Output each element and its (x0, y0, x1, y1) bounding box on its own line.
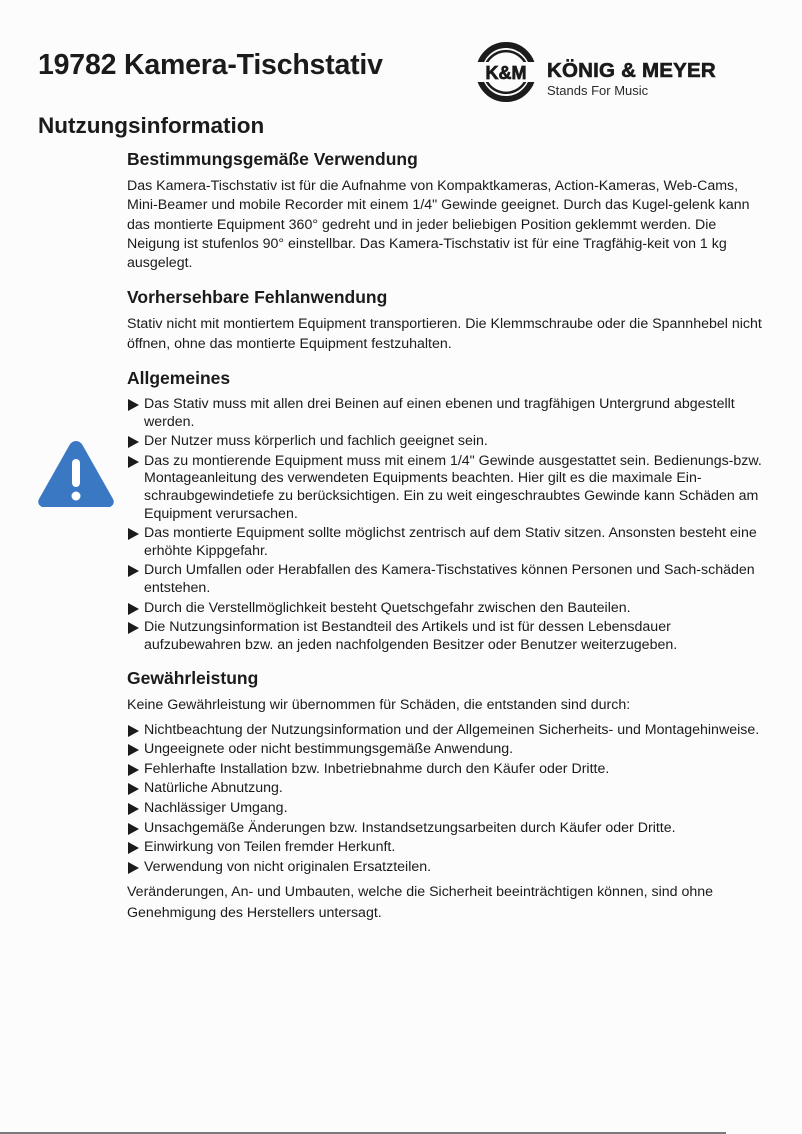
list-item: Das zu montierende Equipment muss mit einem 1/4" Gewinde ausgestattet sein. Bedienungs-bzw. Montageanleitung des verwendeten Equipments beachten. Hier gilt es die maximale Ein-schraubgewindetiefe zu berücksichtigen. Ein zu weit eingeschraubtes Gewinde kann Schäden am Equipment verursachen. (127, 453, 767, 523)
bullet-arrow-icon (128, 565, 139, 577)
document-title: 19782 Kamera-Tischstativ (38, 49, 383, 81)
bullet-arrow-icon (128, 862, 139, 874)
list-item: Nichtbeachtung der Nutzungsinformation und der Allgemeinen Sicherheits- und Montagehinweise. (127, 722, 767, 740)
warranty-intro: Keine Gewährleistung wir übernommen für Schäden, die entstanden sind durch: (127, 697, 631, 714)
general-list (127, 396, 767, 654)
heading-general: Allgemeines (127, 368, 231, 389)
heading-misuse: Vorhersehbare Fehlanwendung (127, 287, 388, 308)
brand-tagline: Stands For Music (547, 83, 649, 98)
document-body (127, 149, 767, 938)
list-item: Durch die Verstellmöglichkeit besteht Quetschgefahr zwischen den Bauteilen. (127, 600, 767, 618)
list-item: Nachlässiger Umgang. (127, 800, 767, 818)
brand-name: KÖNIG & MEYER (547, 59, 716, 82)
list-item: Durch Umfallen oder Herabfallen des Kamera-Tischstatives können Personen und Sach-schäden entstehen. (127, 562, 767, 597)
list-item: Ungeeignete oder nicht bestimmungsgemäße Anwendung. (127, 741, 767, 759)
section-general (127, 368, 767, 654)
misuse-text: Stativ nicht mit montiertem Equipment transportieren. Die Klemmschraube oder die Spannhebel nicht öffnen, ohne das montierte Equipment festzuhalten. (127, 316, 762, 352)
warranty-closing: Veränderungen, An- und Umbauten, welche die Sicherheit beeinträchtigen können, sind ohne Genehmigung des Herstellers untersagt. (127, 884, 714, 922)
section-intended-use (127, 149, 767, 273)
warranty-list (127, 722, 767, 877)
list-item: Das montierte Equipment sollte möglichst zentrisch auf dem Stativ sitzen. Ansonsten besteht eine erhöhte Kippgefahr. (127, 525, 767, 560)
bullet-arrow-icon (128, 744, 139, 756)
bullet-arrow-icon (128, 803, 139, 815)
bullet-arrow-icon (128, 456, 139, 468)
list-item: Unsachgemäße Änderungen bzw. Instandsetzungsarbeiten durch Käufer oder Dritte. (127, 820, 767, 838)
list-item: Einwirkung von Teilen fremder Herkunft. (127, 839, 767, 857)
section-title: Nutzungsinformation (38, 113, 265, 138)
list-item: Die Nutzungsinformation ist Bestandteil des Artikels und ist für dessen Lebensdauer aufzubewahren bzw. an jeden nachfolgenden Besitzer oder Benutzer weiterzugeben. (127, 619, 767, 654)
section-warranty (127, 668, 767, 924)
bullet-arrow-icon (128, 823, 139, 835)
bullet-arrow-icon (128, 622, 139, 634)
bullet-arrow-icon (128, 603, 139, 615)
svg-text:K&M: K&M (485, 63, 527, 83)
list-item: Natürliche Abnutzung. (127, 780, 767, 798)
heading-warranty: Gewährleistung (127, 668, 259, 689)
bullet-arrow-icon (128, 783, 139, 795)
bullet-arrow-icon (128, 528, 139, 540)
km-emblem-icon (472, 42, 540, 102)
warning-triangle-icon (36, 437, 116, 511)
bullet-arrow-icon (128, 725, 139, 737)
list-item: Fehlerhafte Installation bzw. Inbetriebnahme durch den Käufer oder Dritte. (127, 761, 767, 779)
list-item: Das Stativ muss mit allen drei Beinen auf einen ebenen und tragfähigen Untergrund abgestellt werden. (127, 396, 767, 431)
section-misuse (127, 287, 767, 354)
list-item: Verwendung von nicht originalen Ersatzteilen. (127, 859, 767, 877)
heading-intended-use: Bestimmungsgemäße Verwendung (127, 149, 418, 169)
bullet-arrow-icon (128, 436, 139, 448)
bullet-arrow-icon (128, 764, 139, 776)
brand-logo (472, 42, 762, 102)
list-item: Der Nutzer muss körperlich und fachlich geeignet sein. (127, 433, 767, 451)
intended-use-text: Das Kamera-Tischstativ ist für die Aufnahme von Kompaktkameras, Action-Kameras, Web-Cams, Mini-Beamer und mobile Recorder mit einem 1/4" Gewinde geeignet. Durch das Kugel-gelenk kann das montierte Equipment 360° gedreht und in jeder beliebigen Position geklemmt werden. Die Neigung ist stufenlos 90° einstellbar. Das Kamera-Tischstativ ist für eine Tragfähig-keit von 1 kg ausgelegt. (127, 178, 750, 272)
bullet-arrow-icon (128, 399, 139, 411)
bullet-arrow-icon (128, 842, 139, 854)
